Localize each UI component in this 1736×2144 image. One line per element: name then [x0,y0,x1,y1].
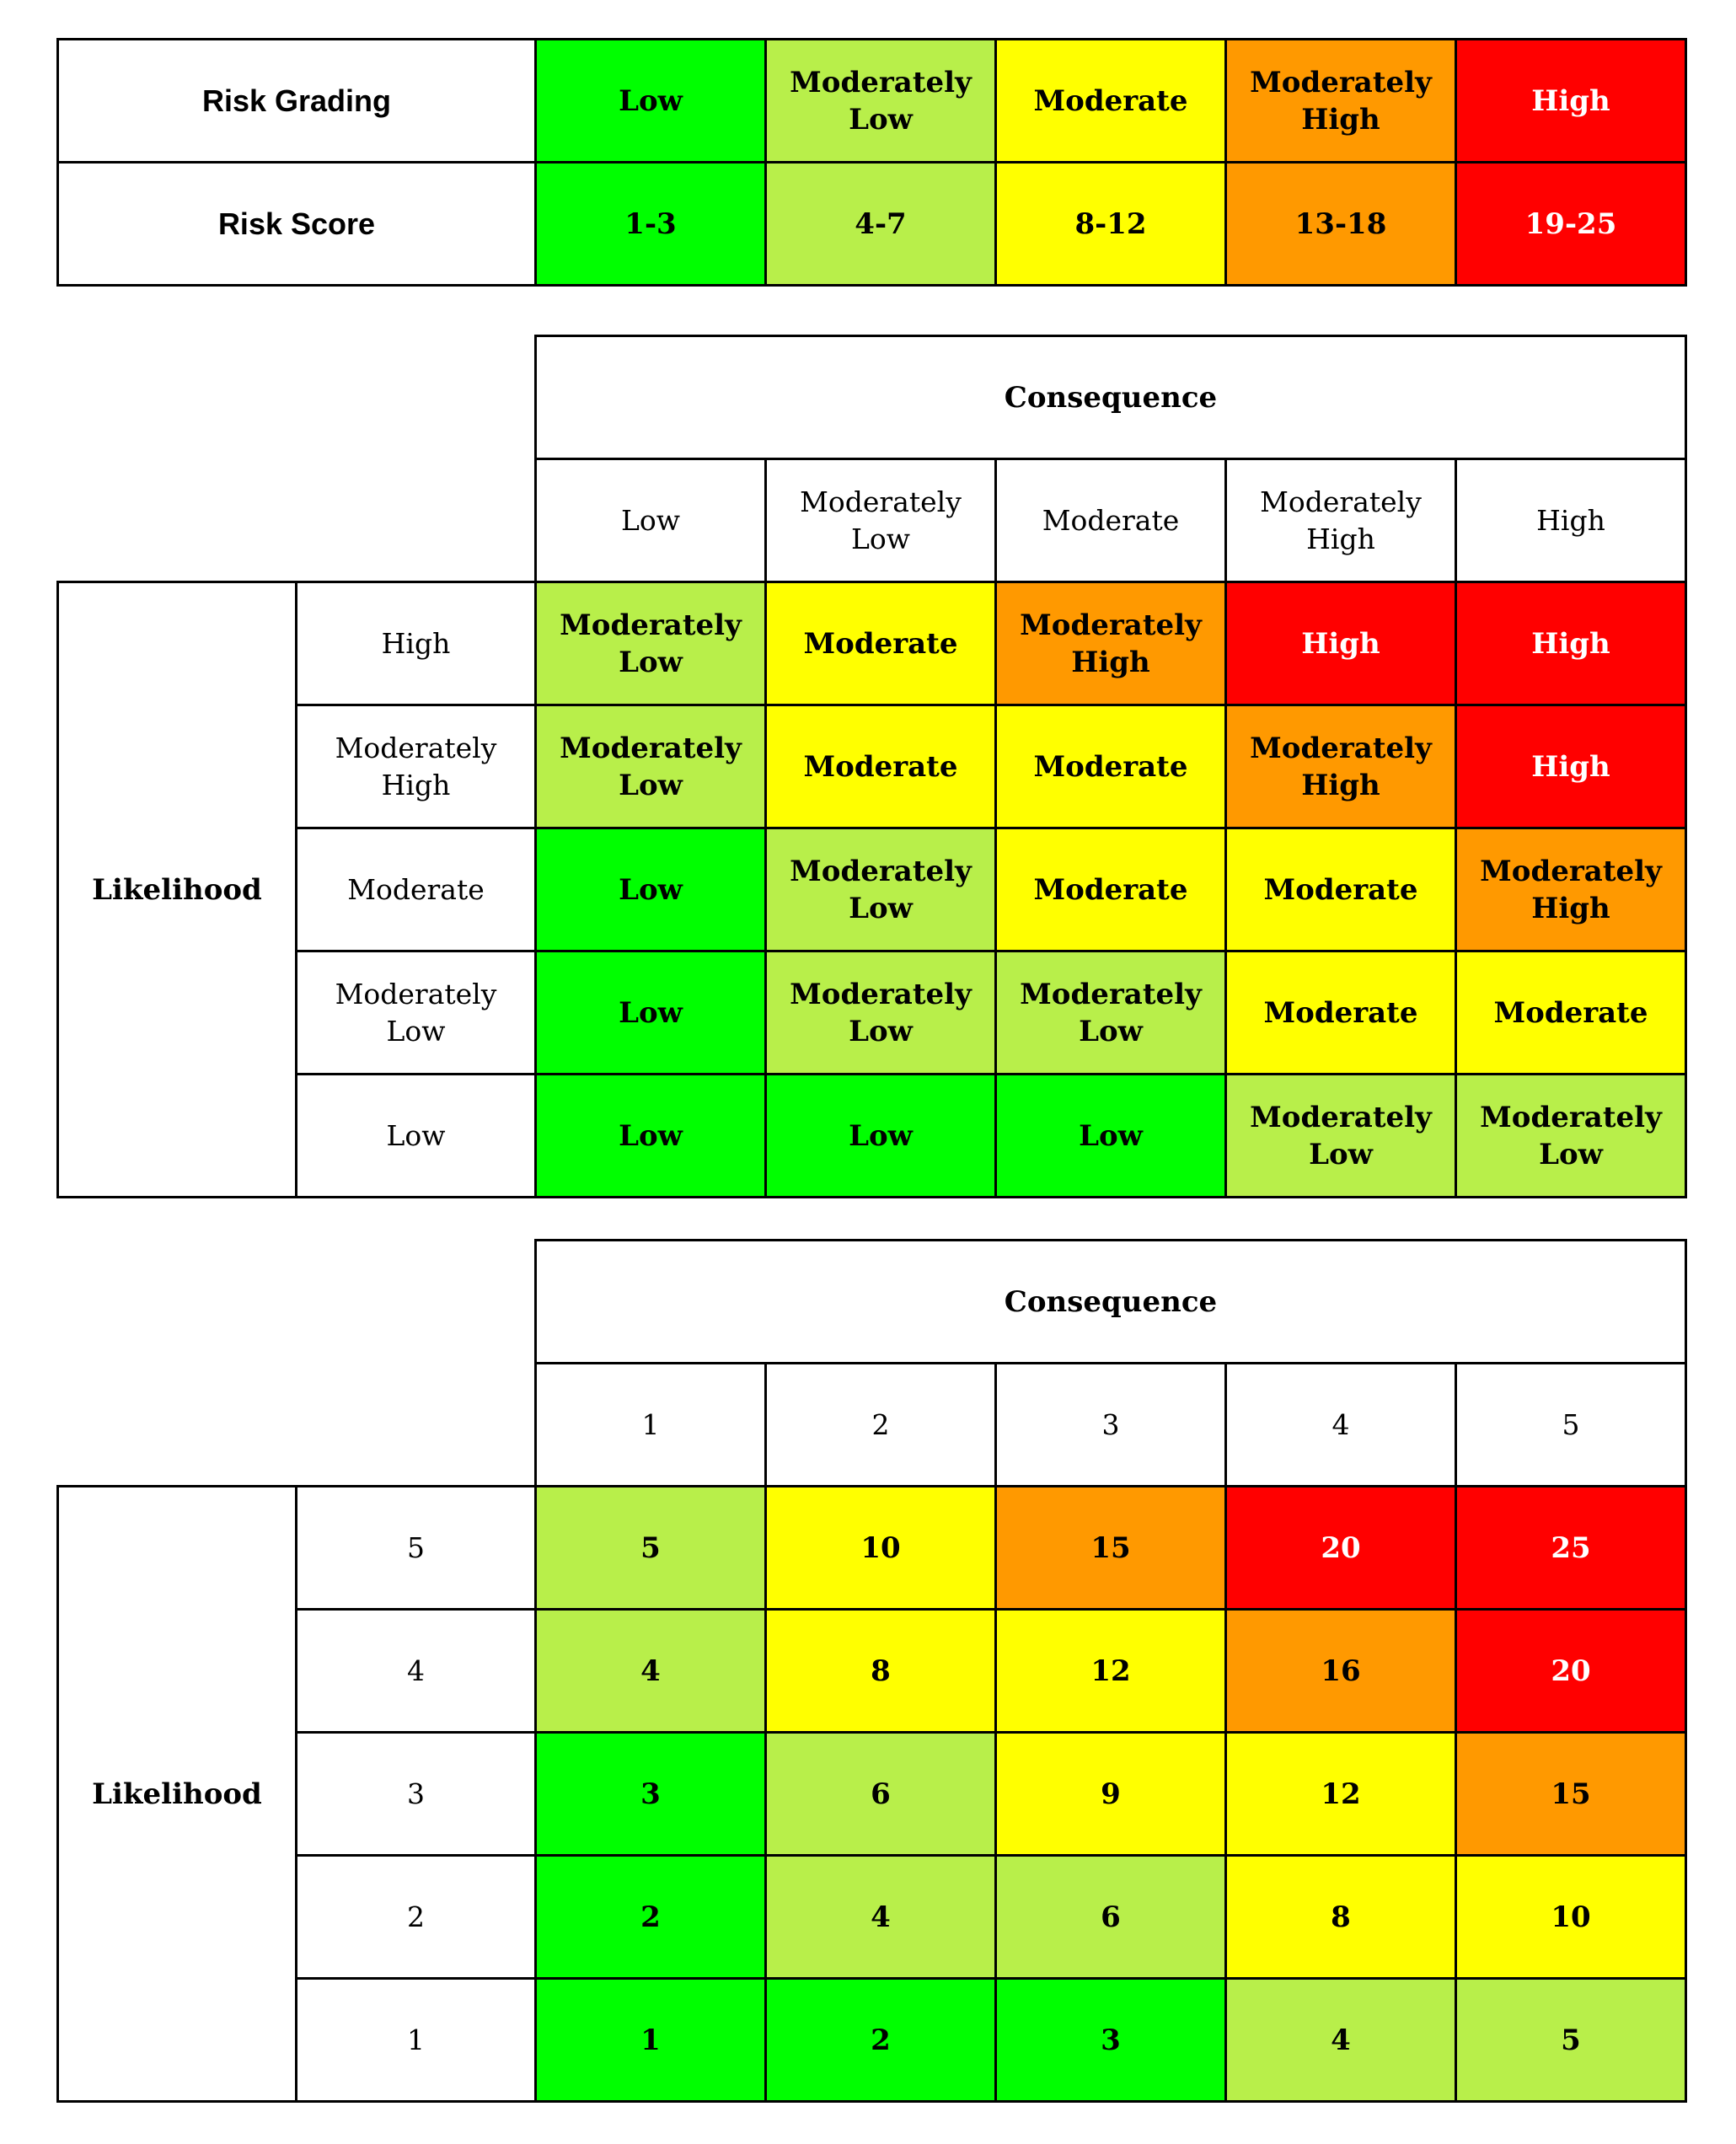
matrix-cell: Moderately Low [766,951,996,1075]
matrix-cell: 3 [536,1733,766,1856]
matrix-cell: 5 [1456,1979,1686,2102]
likelihood-row-header: 3 [297,1733,536,1856]
matrix-cell: 12 [1226,1733,1456,1856]
matrix-cell: Low [996,1075,1226,1198]
likelihood-row-header: 4 [297,1610,536,1733]
matrix-row [58,1979,1686,2102]
consequence-title-row [58,336,1686,459]
likelihood-row-header: Low [297,1075,536,1198]
matrix-row [58,705,1686,828]
matrix-cell: Moderately Low [766,828,996,951]
likelihood-row-header: 1 [297,1979,536,2102]
consequence-col-header: Low [536,459,766,582]
matrix-cell: Moderately High [1456,828,1686,951]
consequence-col-header: High [1456,459,1686,582]
matrix-row [58,828,1686,951]
matrix-cell: High [1226,582,1456,705]
risk-grading-row [58,40,1686,163]
matrix-cell: 12 [996,1610,1226,1733]
matrix-row [58,1610,1686,1733]
matrix-cell: 4 [766,1856,996,1979]
matrix-cell: 25 [1456,1487,1686,1610]
matrix-cell: Moderately High [1226,705,1456,828]
likelihood-row-header: 5 [297,1487,536,1610]
matrix-cell: Low [536,1075,766,1198]
consequence-col-header: 5 [1456,1364,1686,1487]
score-high: 19-25 [1456,163,1686,286]
matrix-cell: 10 [1456,1856,1686,1979]
matrix-row [58,582,1686,705]
matrix-cell: 20 [1456,1610,1686,1733]
consequence-title-row [58,1241,1686,1364]
matrix-cell: Moderate [996,705,1226,828]
consequence-col-header: 1 [536,1364,766,1487]
matrix-cell: 15 [1456,1733,1686,1856]
blank-corner [58,459,536,582]
score-moderate: 8-12 [996,163,1226,286]
matrix-cell: 5 [536,1487,766,1610]
score-moderately-high: 13-18 [1226,163,1456,286]
consequence-col-header: 3 [996,1364,1226,1487]
consequence-col-header: 4 [1226,1364,1456,1487]
matrix-cell: 4 [536,1610,766,1733]
matrix-cell: Low [536,828,766,951]
matrix-cell: Moderately Low [536,705,766,828]
risk-score-header: Risk Score [58,163,536,286]
likelihood-title: Likelihood [58,582,297,1198]
risk-score-row [58,163,1686,286]
matrix-cell: Low [536,951,766,1075]
matrix-row [58,1487,1686,1610]
consequence-col-header: Moderate [996,459,1226,582]
consequence-title: Consequence [536,1241,1686,1364]
matrix-cell: Moderate [1456,951,1686,1075]
matrix-cell: 10 [766,1487,996,1610]
qualitative-risk-matrix [56,335,1687,1198]
likelihood-row-header: High [297,582,536,705]
consequence-col-header: 2 [766,1364,996,1487]
grade-moderately-high: Moderately High [1226,40,1456,163]
likelihood-title: Likelihood [58,1487,297,2102]
matrix-cell: Moderately Low [1456,1075,1686,1198]
matrix-cell: 16 [1226,1610,1456,1733]
matrix-cell: Moderately Low [996,951,1226,1075]
risk-grading-table [56,38,1687,287]
score-moderately-low: 4-7 [766,163,996,286]
matrix-cell: Moderate [1226,828,1456,951]
matrix-row [58,1075,1686,1198]
consequence-header-row [58,459,1686,582]
likelihood-row-header: 2 [297,1856,536,1979]
matrix-cell: 8 [766,1610,996,1733]
grade-moderately-low: Moderately Low [766,40,996,163]
risk-grading-header: Risk Grading [58,40,536,163]
likelihood-row-header: Moderately High [297,705,536,828]
blank-corner [58,336,536,459]
consequence-header-row [58,1364,1686,1487]
consequence-col-header: Moderately Low [766,459,996,582]
matrix-cell: 4 [1226,1979,1456,2102]
consequence-title: Consequence [536,336,1686,459]
matrix-cell: Moderate [766,705,996,828]
matrix-cell: Moderate [1226,951,1456,1075]
matrix-cell: 20 [1226,1487,1456,1610]
consequence-col-header: Moderately High [1226,459,1456,582]
matrix-cell: 1 [536,1979,766,2102]
matrix-cell: Low [766,1075,996,1198]
matrix-row [58,951,1686,1075]
matrix-cell: High [1456,582,1686,705]
blank-corner [58,1241,536,1364]
matrix-cell: 15 [996,1487,1226,1610]
blank-corner [58,1364,536,1487]
matrix-cell: 2 [536,1856,766,1979]
likelihood-row-header: Moderate [297,828,536,951]
matrix-cell: 2 [766,1979,996,2102]
matrix-cell: Moderate [766,582,996,705]
likelihood-row-header: Moderately Low [297,951,536,1075]
matrix-cell: Moderately High [996,582,1226,705]
matrix-cell: 6 [766,1733,996,1856]
matrix-cell: 6 [996,1856,1226,1979]
matrix-cell: 3 [996,1979,1226,2102]
grade-high: High [1456,40,1686,163]
matrix-cell: Moderately Low [536,582,766,705]
numeric-risk-matrix [56,1239,1687,2103]
matrix-cell: High [1456,705,1686,828]
matrix-cell: Moderate [996,828,1226,951]
matrix-cell: 8 [1226,1856,1456,1979]
matrix-row [58,1733,1686,1856]
matrix-cell: 9 [996,1733,1226,1856]
grade-moderate: Moderate [996,40,1226,163]
matrix-cell: Moderately Low [1226,1075,1456,1198]
matrix-row [58,1856,1686,1979]
score-low: 1-3 [536,163,766,286]
grade-low: Low [536,40,766,163]
